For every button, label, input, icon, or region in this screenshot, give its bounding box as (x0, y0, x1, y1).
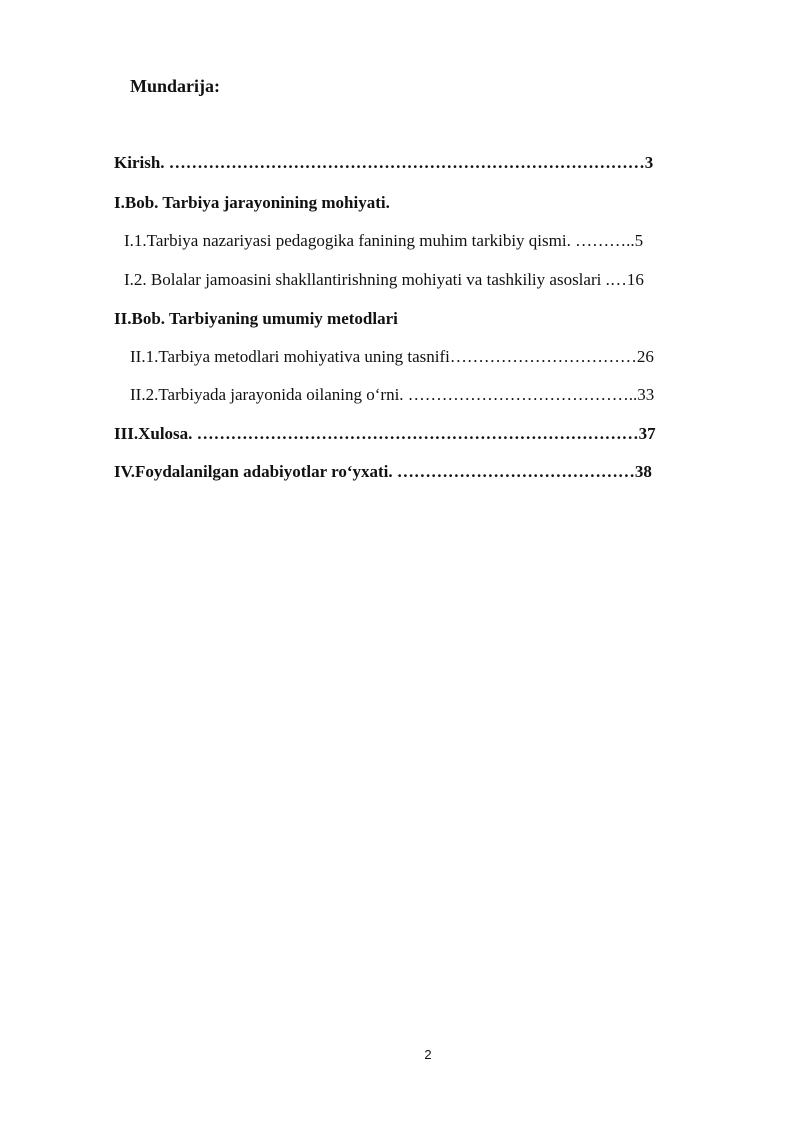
toc-entry-section-2-1: II.1.Tarbiya metodlari mohiyativa uning tasnifi……………………………26 (130, 347, 654, 366)
toc-entry-section-1-2: I.2. Bolalar jamoasini shakllantirishning mohiyati va tashkiliy asoslari .…16 (124, 270, 644, 289)
toc-entry-references: IV.Foydalanilgan adabiyotlar ro‘yxati. ……………………………………38 (114, 462, 652, 481)
toc-entry-chapter-1: I.Bob. Tarbiya jarayonining mohiyati. (114, 193, 390, 212)
page-number: 2 (424, 1047, 432, 1062)
toc-entry-chapter-2: II.Bob. Tarbiyaning umumiy metodlari (114, 309, 398, 328)
toc-entry-conclusion: III.Xulosa. ……………………………………………………………………37 (114, 424, 656, 443)
toc-heading: Mundarija: (130, 76, 220, 96)
toc-entry-section-2-2: II.2.Tarbiyada jarayonida oilaning o‘rni. …………………………………..33 (130, 385, 655, 404)
toc-entry-section-1-1: I.1.Tarbiya nazariyasi pedagogika fanining muhim tarkibiy qismi. ………..5 (124, 231, 644, 250)
toc-entry-kirish: Kirish. …………………………………………………………………………3 (114, 153, 654, 172)
